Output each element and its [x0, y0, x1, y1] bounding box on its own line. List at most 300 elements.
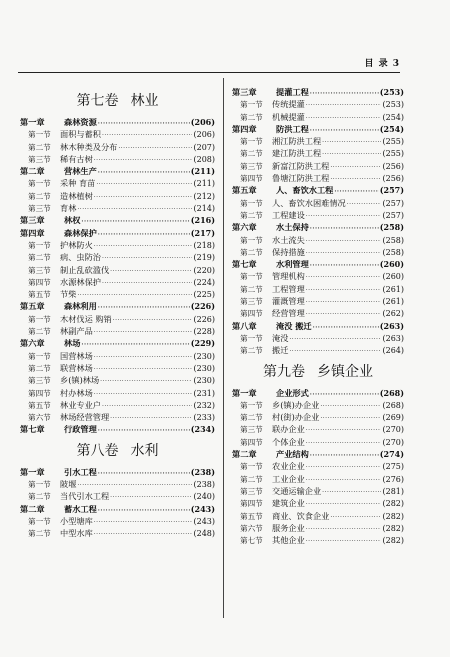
toc-section-entry[interactable] [232, 295, 404, 307]
entry-title: 企业形式 [276, 387, 309, 398]
entry-page: (211) [193, 179, 215, 189]
leader-dots [98, 302, 190, 312]
leader-dots [98, 505, 190, 515]
leader-dots [306, 285, 382, 295]
entry-title: 采种 育苗 [60, 178, 96, 189]
entry-page: (268) [382, 400, 404, 410]
toc-section-entry[interactable] [20, 350, 215, 362]
leader-dots [118, 143, 192, 153]
entry-page: (206) [193, 130, 215, 140]
toc-section-entry[interactable] [232, 534, 404, 546]
toc-section-entry[interactable] [232, 510, 404, 522]
leader-dots [322, 137, 381, 147]
entry-title: 木材伐运 购销 [60, 313, 112, 324]
entry-title: 面积与蓄积 [60, 129, 101, 140]
entry-page: (270) [382, 425, 404, 435]
toc-section-entry[interactable] [232, 172, 404, 184]
entry-number: 第四节 [240, 174, 263, 184]
leader-dots [102, 278, 193, 288]
entry-title: 森林资源 [64, 117, 97, 127]
entry-title: 小型塘库 [60, 515, 93, 526]
leader-dots [100, 376, 192, 386]
leader-dots [306, 211, 382, 221]
toc-section-entry[interactable] [232, 234, 404, 246]
toc-chapter-entry[interactable] [20, 337, 215, 349]
entry-page: (217) [190, 227, 215, 238]
leader-dots [77, 290, 192, 300]
entry-number: 第一节 [28, 179, 51, 189]
toc-chapter-entry[interactable] [20, 214, 215, 226]
toc-section-entry[interactable] [20, 490, 215, 502]
entry-page: (270) [382, 437, 404, 447]
entry-title: 工程管理 [272, 283, 305, 294]
entry-title: 联营林场 [60, 362, 93, 373]
leader-dots [306, 524, 382, 534]
entry-number: 第二章 [20, 166, 45, 177]
toc-chapter-entry[interactable] [232, 86, 404, 98]
toc-section-entry[interactable] [20, 478, 215, 490]
leader-dots [310, 450, 379, 460]
entry-title: 建筑企业 [272, 498, 305, 509]
entry-number: 第一章 [232, 387, 257, 398]
leader-dots [306, 236, 382, 246]
toc-section-entry[interactable] [20, 313, 215, 325]
entry-number: 第一节 [240, 198, 263, 208]
entry-title: 鲁塘江防洪工程 [272, 173, 330, 184]
leader-dots [310, 88, 379, 98]
entry-title: 林业专业户 [60, 399, 101, 410]
toc-section-entry[interactable] [232, 307, 404, 319]
volume-title [232, 357, 404, 387]
entry-number: 第二节 [240, 346, 263, 356]
leader-dots [77, 480, 192, 490]
entry-number: 第二节 [240, 149, 263, 159]
toc-section-entry[interactable] [20, 177, 215, 189]
entry-page: (261) [382, 297, 404, 307]
entry-page: (268) [379, 387, 404, 398]
entry-page: (230) [193, 351, 215, 361]
entry-title: 湘江防洪工程 [272, 136, 322, 147]
entry-number: 第一章 [20, 466, 45, 477]
entry-title: 行政管理 [64, 424, 97, 435]
leader-dots [320, 401, 381, 411]
leader-dots [94, 364, 193, 374]
entry-number: 第一节 [28, 351, 51, 361]
entry-number: 第二节 [240, 284, 263, 294]
toc-chapter-entry[interactable] [232, 387, 404, 399]
toc-section-entry[interactable] [20, 362, 215, 374]
leader-dots [98, 167, 190, 177]
toc-section-entry[interactable] [20, 251, 215, 263]
entry-number: 第三节 [28, 154, 51, 164]
entry-number: 第二节 [28, 529, 51, 539]
entry-number: 第一节 [28, 130, 51, 140]
leader-dots [322, 149, 381, 159]
entry-title: 节柴 [60, 289, 77, 300]
entry-number: 第一节 [240, 462, 263, 472]
entry-number: 第三节 [28, 376, 51, 386]
entry-number: 第三节 [240, 486, 263, 496]
entry-number: 第六章 [20, 338, 45, 349]
entry-page: (260) [379, 259, 404, 270]
leader-dots [306, 248, 382, 258]
entry-number: 第二节 [240, 210, 263, 220]
entry-title: 灌溉管理 [272, 296, 305, 307]
toc-section-entry[interactable] [20, 239, 215, 251]
entry-number: 第五节 [28, 400, 51, 410]
toc-chapter-entry[interactable] [232, 448, 404, 460]
entry-page: (255) [382, 137, 404, 147]
entry-number: 第七节 [240, 536, 263, 546]
leader-dots [306, 438, 382, 448]
toc-section-entry[interactable] [232, 436, 404, 448]
volume-name: 林业 [130, 93, 159, 109]
entry-page: (257) [379, 185, 404, 196]
entry-title: 交通运输企业 [272, 485, 322, 496]
entry-page: (226) [193, 314, 215, 324]
volume-number: 第七卷 [76, 93, 119, 109]
toc-section-entry[interactable] [20, 325, 215, 337]
entry-page: (233) [193, 413, 215, 423]
leader-dots [306, 499, 382, 509]
toc-chapter-entry[interactable] [20, 116, 215, 128]
entry-page: (276) [382, 474, 404, 484]
toc-section-entry[interactable] [232, 473, 404, 485]
leader-dots [113, 315, 193, 325]
leader-dots [94, 389, 193, 399]
entry-title: 商业、饮食企业 [272, 510, 330, 521]
leader-dots [306, 475, 382, 485]
toc-section-entry[interactable] [20, 276, 215, 288]
entry-number: 第一节 [240, 400, 263, 410]
entry-title: 新富江防洪工程 [272, 160, 330, 171]
entry-title: 林木种类及分布 [60, 141, 118, 152]
toc-chapter-entry[interactable] [20, 503, 215, 515]
toc-section-entry[interactable] [232, 246, 404, 258]
entry-number: 第二节 [28, 253, 51, 263]
entry-title: 水利管理 [276, 259, 309, 270]
toc-section-entry[interactable] [20, 527, 215, 539]
leader-dots [322, 487, 381, 497]
entry-number: 第四章 [232, 123, 257, 134]
leader-dots [98, 425, 190, 435]
entry-title: 人、畜饮水工程 [276, 185, 334, 196]
leader-dots [94, 327, 193, 337]
entry-page: (240) [193, 492, 215, 502]
leader-dots [320, 413, 381, 423]
entry-number: 第六章 [232, 222, 257, 233]
entry-number: 第一节 [240, 333, 263, 343]
leader-dots [77, 204, 192, 214]
toc-chapter-entry[interactable] [20, 227, 215, 239]
entry-page: (238) [193, 480, 215, 490]
toc-section-entry[interactable] [232, 283, 404, 295]
toc-section-entry[interactable] [232, 111, 404, 123]
toc-chapter-entry[interactable] [232, 221, 404, 233]
entry-page: (263) [379, 320, 404, 331]
entry-page: (234) [190, 424, 215, 435]
leader-dots [347, 199, 382, 209]
toc-section-entry[interactable] [20, 153, 215, 165]
entry-number: 第三节 [240, 161, 263, 171]
entry-page: (282) [382, 523, 404, 533]
entry-page: (231) [193, 388, 215, 398]
entry-page: (230) [193, 376, 215, 386]
toc-left-column [20, 86, 215, 540]
entry-number: 第三节 [28, 204, 51, 214]
entry-number: 第六节 [240, 523, 263, 533]
entry-number: 第一节 [28, 516, 51, 526]
toc-section-entry[interactable] [20, 202, 215, 214]
toc-section-entry[interactable] [232, 522, 404, 534]
entry-page: (253) [382, 100, 404, 110]
entry-title: 保持措施 [272, 246, 305, 257]
toc-section-entry[interactable] [232, 485, 404, 497]
entry-number: 第一节 [28, 480, 51, 490]
entry-page: (282) [382, 536, 404, 546]
entry-page: (208) [193, 154, 215, 164]
entry-title: 村(街)办企业 [272, 412, 320, 423]
leader-dots [306, 272, 382, 282]
toc-section-entry[interactable] [20, 411, 215, 423]
leader-dots [94, 155, 193, 165]
entry-title: 个体企业 [272, 436, 305, 447]
entry-number: 第一章 [20, 117, 45, 127]
entry-page: (274) [379, 449, 404, 460]
leader-dots [94, 529, 193, 539]
toc-section-entry[interactable] [20, 399, 215, 411]
entry-title: 工程建设 [272, 209, 305, 220]
entry-page: (248) [193, 529, 215, 539]
volume-number: 第九卷 [263, 363, 305, 380]
entry-number: 第一节 [28, 240, 51, 250]
toc-chapter-entry[interactable] [20, 165, 215, 177]
entry-page: (254) [382, 112, 404, 122]
entry-title: 营林生产 [64, 166, 97, 177]
entry-page: (243) [193, 516, 215, 526]
entry-page: (225) [193, 290, 215, 300]
entry-title: 联办企业 [272, 424, 305, 435]
leader-dots [102, 401, 193, 411]
leader-dots [96, 179, 192, 189]
toc-section-entry[interactable] [20, 374, 215, 386]
entry-page: (260) [382, 272, 404, 282]
entry-number: 第二章 [20, 503, 45, 514]
entry-title: 工业企业 [272, 473, 305, 484]
entry-title: 提灌工程 [276, 87, 309, 97]
entry-number: 第一节 [240, 137, 263, 147]
leader-dots [94, 241, 193, 251]
entry-title: 林副产品 [60, 326, 93, 337]
entry-page: (243) [190, 503, 215, 514]
entry-page: (269) [382, 413, 404, 423]
toc-section-entry[interactable] [232, 160, 404, 172]
entry-title: 护林防火 [60, 239, 93, 250]
entry-number: 第五节 [240, 511, 263, 521]
leader-dots [98, 118, 190, 128]
toc-chapter-entry[interactable] [20, 300, 215, 312]
entry-title: 水源林保护 [60, 276, 101, 287]
entry-title: 引水工程 [64, 466, 97, 477]
volume-title [20, 86, 215, 116]
toc-chapter-entry[interactable] [232, 320, 404, 332]
toc-section-entry[interactable] [232, 344, 404, 356]
volume-number: 第八卷 [76, 442, 119, 459]
entry-page: (254) [379, 123, 404, 134]
toc-section-entry[interactable] [232, 399, 404, 411]
entry-page: (258) [382, 247, 404, 257]
toc-section-entry[interactable] [232, 423, 404, 435]
leader-dots [334, 186, 378, 196]
leader-dots [310, 223, 379, 233]
entry-page: (212) [193, 191, 215, 201]
leader-dots [94, 192, 193, 202]
column-divider [223, 78, 224, 618]
entry-page: (253) [379, 87, 404, 97]
toc-section-entry[interactable] [20, 515, 215, 527]
entry-title: 陂堰 [60, 479, 77, 490]
entry-page: (220) [193, 265, 215, 275]
toc-section-entry[interactable] [20, 190, 215, 202]
entry-number: 第四章 [20, 227, 45, 238]
leader-dots [306, 113, 382, 123]
entry-page: (207) [193, 142, 215, 152]
entry-number: 第二节 [28, 327, 51, 337]
entry-page: (229) [190, 338, 215, 349]
toc-section-entry[interactable] [232, 209, 404, 221]
toc-section-entry[interactable] [20, 128, 215, 140]
leader-dots [110, 413, 192, 423]
toc-section-entry[interactable] [232, 147, 404, 159]
entry-page: (257) [382, 198, 404, 208]
entry-page: (224) [193, 277, 215, 287]
entry-title: 国营林场 [60, 350, 93, 361]
leader-dots [289, 346, 381, 356]
entry-number: 第三节 [28, 265, 51, 275]
entry-page: (214) [193, 204, 215, 214]
entry-number: 第八章 [232, 320, 257, 331]
toc-chapter-entry[interactable] [232, 123, 404, 135]
toc-chapter-entry[interactable] [232, 258, 404, 270]
entry-title: 乡(镇)办企业 [272, 399, 320, 410]
entry-title: 林场 [64, 338, 81, 349]
toc-section-entry[interactable] [232, 197, 404, 209]
entry-number: 第三节 [240, 297, 263, 307]
entry-page: (258) [382, 235, 404, 245]
entry-page: (281) [382, 486, 404, 496]
entry-page: (256) [382, 174, 404, 184]
entry-title: 林权 [64, 215, 81, 226]
entry-title: 稀有古树 [60, 153, 93, 164]
toc-chapter-entry[interactable] [20, 423, 215, 435]
entry-number: 第一节 [28, 314, 51, 324]
entry-page: (232) [193, 400, 215, 410]
entry-title: 蓄水工程 [64, 503, 97, 514]
entry-page: (226) [190, 301, 215, 312]
entry-title: 造林植树 [60, 190, 93, 201]
toc-section-entry[interactable] [232, 270, 404, 282]
entry-title: 其他企业 [272, 535, 305, 546]
entry-number: 第三章 [232, 87, 257, 97]
toc-section-entry[interactable] [20, 141, 215, 153]
entry-number: 第四节 [240, 499, 263, 509]
entry-page: (230) [193, 363, 215, 373]
entry-page: (219) [193, 253, 215, 263]
entry-number: 第二节 [28, 142, 51, 152]
volume-name: 水利 [130, 442, 159, 459]
toc-section-entry[interactable] [20, 264, 215, 276]
entry-number: 第二节 [28, 191, 51, 201]
leader-dots [306, 462, 382, 472]
entry-title: 管理机构 [272, 271, 305, 282]
toc-section-entry[interactable] [232, 411, 404, 423]
entry-number: 第一节 [240, 235, 263, 245]
entry-page: (257) [382, 210, 404, 220]
entry-page: (282) [382, 499, 404, 509]
entry-title: 林场经营管理 [60, 412, 110, 423]
entry-title: 农业企业 [272, 461, 305, 472]
toc-section-entry[interactable] [232, 332, 404, 344]
entry-title: 水土流失 [272, 234, 305, 245]
entry-title: 中型水库 [60, 528, 93, 539]
toc-chapter-entry[interactable] [20, 466, 215, 478]
entry-title: 服务企业 [272, 522, 305, 533]
entry-page: (228) [193, 327, 215, 337]
toc-section-entry[interactable] [20, 288, 215, 300]
entry-title: 森林利用 [64, 301, 97, 312]
entry-number: 第四节 [240, 437, 263, 447]
leader-dots [310, 125, 379, 135]
entry-page: (258) [379, 222, 404, 233]
toc-chapter-entry[interactable] [232, 184, 404, 196]
entry-number: 第五章 [232, 185, 257, 196]
toc-section-entry[interactable] [232, 135, 404, 147]
entry-number: 第四节 [28, 277, 51, 287]
entry-title: 产业结构 [276, 449, 309, 460]
entry-number: 第三节 [240, 425, 263, 435]
entry-title: 建江防洪工程 [272, 148, 322, 159]
entry-number: 第二节 [240, 474, 263, 484]
toc-section-entry[interactable] [20, 387, 215, 399]
toc-section-entry[interactable] [232, 98, 404, 110]
entry-page: (218) [193, 240, 215, 250]
toc-section-entry[interactable] [232, 460, 404, 472]
entry-title: 水土保持 [276, 222, 309, 233]
entry-page: (282) [382, 511, 404, 521]
entry-title: 传统提灌 [272, 99, 305, 110]
entry-title: 当代引水工程 [60, 491, 110, 502]
entry-number: 第七章 [20, 424, 45, 435]
entry-number: 第一节 [240, 272, 263, 282]
entry-title: 搬迁 [272, 345, 289, 356]
entry-title: 淹没 搬迁 [276, 320, 312, 331]
leader-dots [110, 266, 192, 276]
entry-title: 病、虫防治 [60, 252, 101, 263]
entry-number: 第二节 [240, 247, 263, 257]
entry-number: 第七章 [232, 259, 257, 270]
leader-dots [330, 174, 381, 184]
entry-page: (256) [382, 161, 404, 171]
leader-dots [102, 130, 193, 140]
entry-page: (264) [382, 346, 404, 356]
entry-number: 第四节 [240, 309, 263, 319]
leader-dots [289, 334, 381, 344]
entry-page: (206) [190, 117, 215, 127]
entry-number: 第三章 [20, 215, 45, 226]
page-header [18, 58, 400, 73]
toc-section-entry[interactable] [232, 497, 404, 509]
entry-number: 第二章 [232, 449, 257, 460]
